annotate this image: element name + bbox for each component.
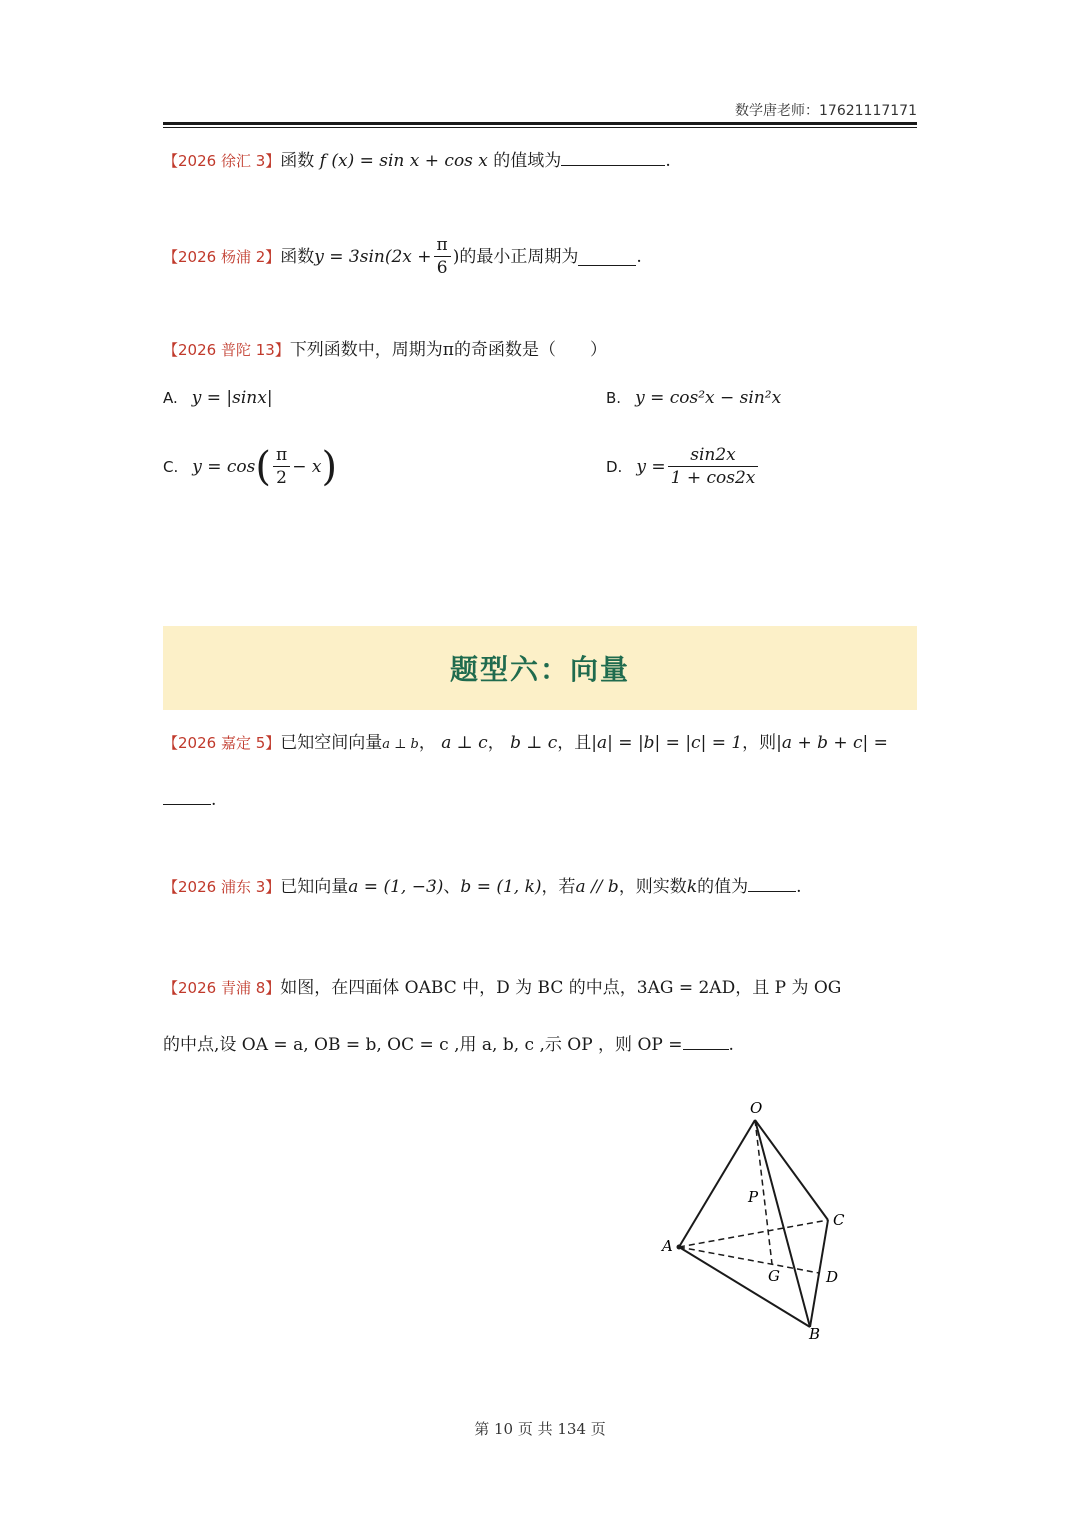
section-banner [163, 626, 917, 710]
option-c-rparen: ) [321, 443, 338, 490]
question-4 [163, 731, 888, 757]
question-5-text-4: 的值为 [697, 877, 749, 897]
question-2-frac-num: π [436, 235, 448, 255]
label-c: C [833, 1211, 845, 1229]
option-b-label: B. [606, 389, 622, 407]
edge-oa [679, 1120, 755, 1247]
question-6-tag: 【2026 青浦 8】 [163, 979, 281, 997]
label-a: A [662, 1237, 673, 1255]
question-2-pre: 函数 [280, 246, 315, 267]
question-5-vec-a: a = (1, −3) [348, 877, 444, 897]
option-c-post: − x [292, 456, 322, 477]
question-1-tag: 【2026 徐汇 3】 [163, 152, 281, 170]
question-4-cond-2: a ⊥ c [441, 733, 488, 753]
question-1-expr: f (x) = sin x + cos x [319, 151, 488, 171]
question-6-text-1: 如图，在四面体 OABC 中，D 为 BC 的中点，3AG = 2AD，且 P 为 OG [280, 978, 842, 998]
section-title: 题型六：向量 [449, 653, 630, 686]
question-6-end: . [728, 1035, 734, 1055]
point-a-dot [677, 1245, 682, 1250]
option-d-pre: y = [636, 456, 666, 477]
header-contact: 数学唐老师：17621117171 [735, 103, 917, 119]
question-2-fraction [434, 234, 451, 279]
question-4-text-2: ，且 [557, 733, 592, 753]
option-d[interactable] [606, 444, 760, 489]
edge-oc [755, 1120, 828, 1220]
option-d-frac-den: 1 + cos2x [668, 466, 759, 489]
question-2-end: . [636, 246, 642, 267]
question-6-blank[interactable] [683, 1031, 729, 1050]
question-5-text-1: 已知向量 [280, 877, 349, 897]
question-1 [163, 147, 671, 173]
question-5-cond: a // b [575, 877, 619, 897]
question-2-expr-1: y = 3sin(2x + [314, 246, 432, 267]
option-b[interactable] [606, 388, 781, 408]
edge-ab [679, 1247, 810, 1327]
question-4-blank[interactable] [163, 786, 211, 805]
edge-ob [755, 1120, 810, 1327]
question-4-answer-line [163, 786, 216, 812]
question-4-cond-4: |a| = |b| = |c| = 1 [591, 733, 743, 753]
question-2-post: 的最小正周期为 [459, 246, 579, 267]
option-d-label: D. [606, 457, 623, 476]
option-c-lparen: ( [255, 443, 271, 490]
question-4-text-1: 已知空间向量 [280, 733, 383, 753]
question-3-text: 下列函数中，周期为π的奇函数是（ ） [289, 340, 607, 360]
question-5-vec-b: b = (1, k) [460, 877, 542, 897]
option-c[interactable] [163, 444, 337, 489]
question-5-end: . [796, 877, 802, 897]
option-a[interactable] [163, 388, 273, 408]
question-4-cond-5: |a + b + c| = [776, 733, 888, 753]
question-6-line-2 [163, 1031, 734, 1057]
question-5-blank[interactable] [748, 873, 796, 892]
question-4-text-3: ，则 [742, 733, 777, 753]
option-d-fraction [668, 444, 759, 489]
question-1-pre: 函数 [280, 151, 320, 171]
question-2-blank[interactable] [578, 247, 636, 266]
header-rule-thick [163, 122, 917, 125]
question-5-k: k [686, 877, 698, 897]
question-4-sep-1: ， [418, 733, 436, 753]
question-3-tag: 【2026 普陀 13】 [163, 341, 290, 359]
question-5-tag: 【2026 浦东 3】 [163, 878, 281, 896]
question-5 [163, 873, 802, 899]
question-4-tag: 【2026 嘉定 5】 [163, 734, 281, 752]
question-5-text-3: ，则实数 [618, 877, 687, 897]
question-2-tag: 【2026 杨浦 2】 [163, 247, 281, 266]
question-1-post: 的值域为 [487, 151, 562, 171]
option-c-frac-den: 2 [273, 466, 290, 489]
question-2-expr-2: ) [452, 246, 460, 267]
label-g: G [768, 1267, 780, 1285]
question-5-sep: 、 [443, 877, 461, 897]
question-4-sep-2: ， [487, 733, 505, 753]
question-2-frac-den: 6 [434, 256, 451, 279]
option-a-expr: y = |sinx| [191, 388, 273, 408]
edge-ac-hidden [679, 1220, 828, 1247]
option-d-frac-num: sin2x [690, 445, 736, 465]
question-4-end: . [211, 790, 217, 810]
question-6-text-2: 的中点,设 OA = a, OB = b, OC = c ,用 a, b, c ,示 OP ，则 OP = [163, 1035, 683, 1055]
option-c-pre: y = cos [192, 456, 256, 477]
option-b-expr: y = cos²x − sin²x [635, 388, 782, 408]
label-o: O [750, 1099, 763, 1117]
question-2 [163, 234, 642, 279]
option-c-label: C. [163, 457, 179, 476]
question-6-line-1 [163, 976, 841, 1000]
option-c-fraction [273, 444, 290, 489]
label-p: P [748, 1188, 759, 1206]
label-d: D [826, 1268, 839, 1286]
option-a-label: A. [163, 389, 178, 407]
question-4-cond-3: b ⊥ c [510, 733, 558, 753]
question-5-text-2: ，若 [541, 877, 576, 897]
question-4-cond-1: a ⊥ b [382, 737, 419, 752]
header-rule-thin [163, 127, 917, 128]
tetrahedron-figure [650, 1095, 910, 1355]
question-1-end: . [665, 151, 671, 171]
page-footer: 第 10 页 共 134 页 [474, 1420, 606, 1438]
option-c-frac-num: π [276, 445, 288, 465]
question-3 [163, 338, 607, 362]
question-1-blank[interactable] [561, 147, 665, 166]
label-b: B [809, 1325, 821, 1343]
